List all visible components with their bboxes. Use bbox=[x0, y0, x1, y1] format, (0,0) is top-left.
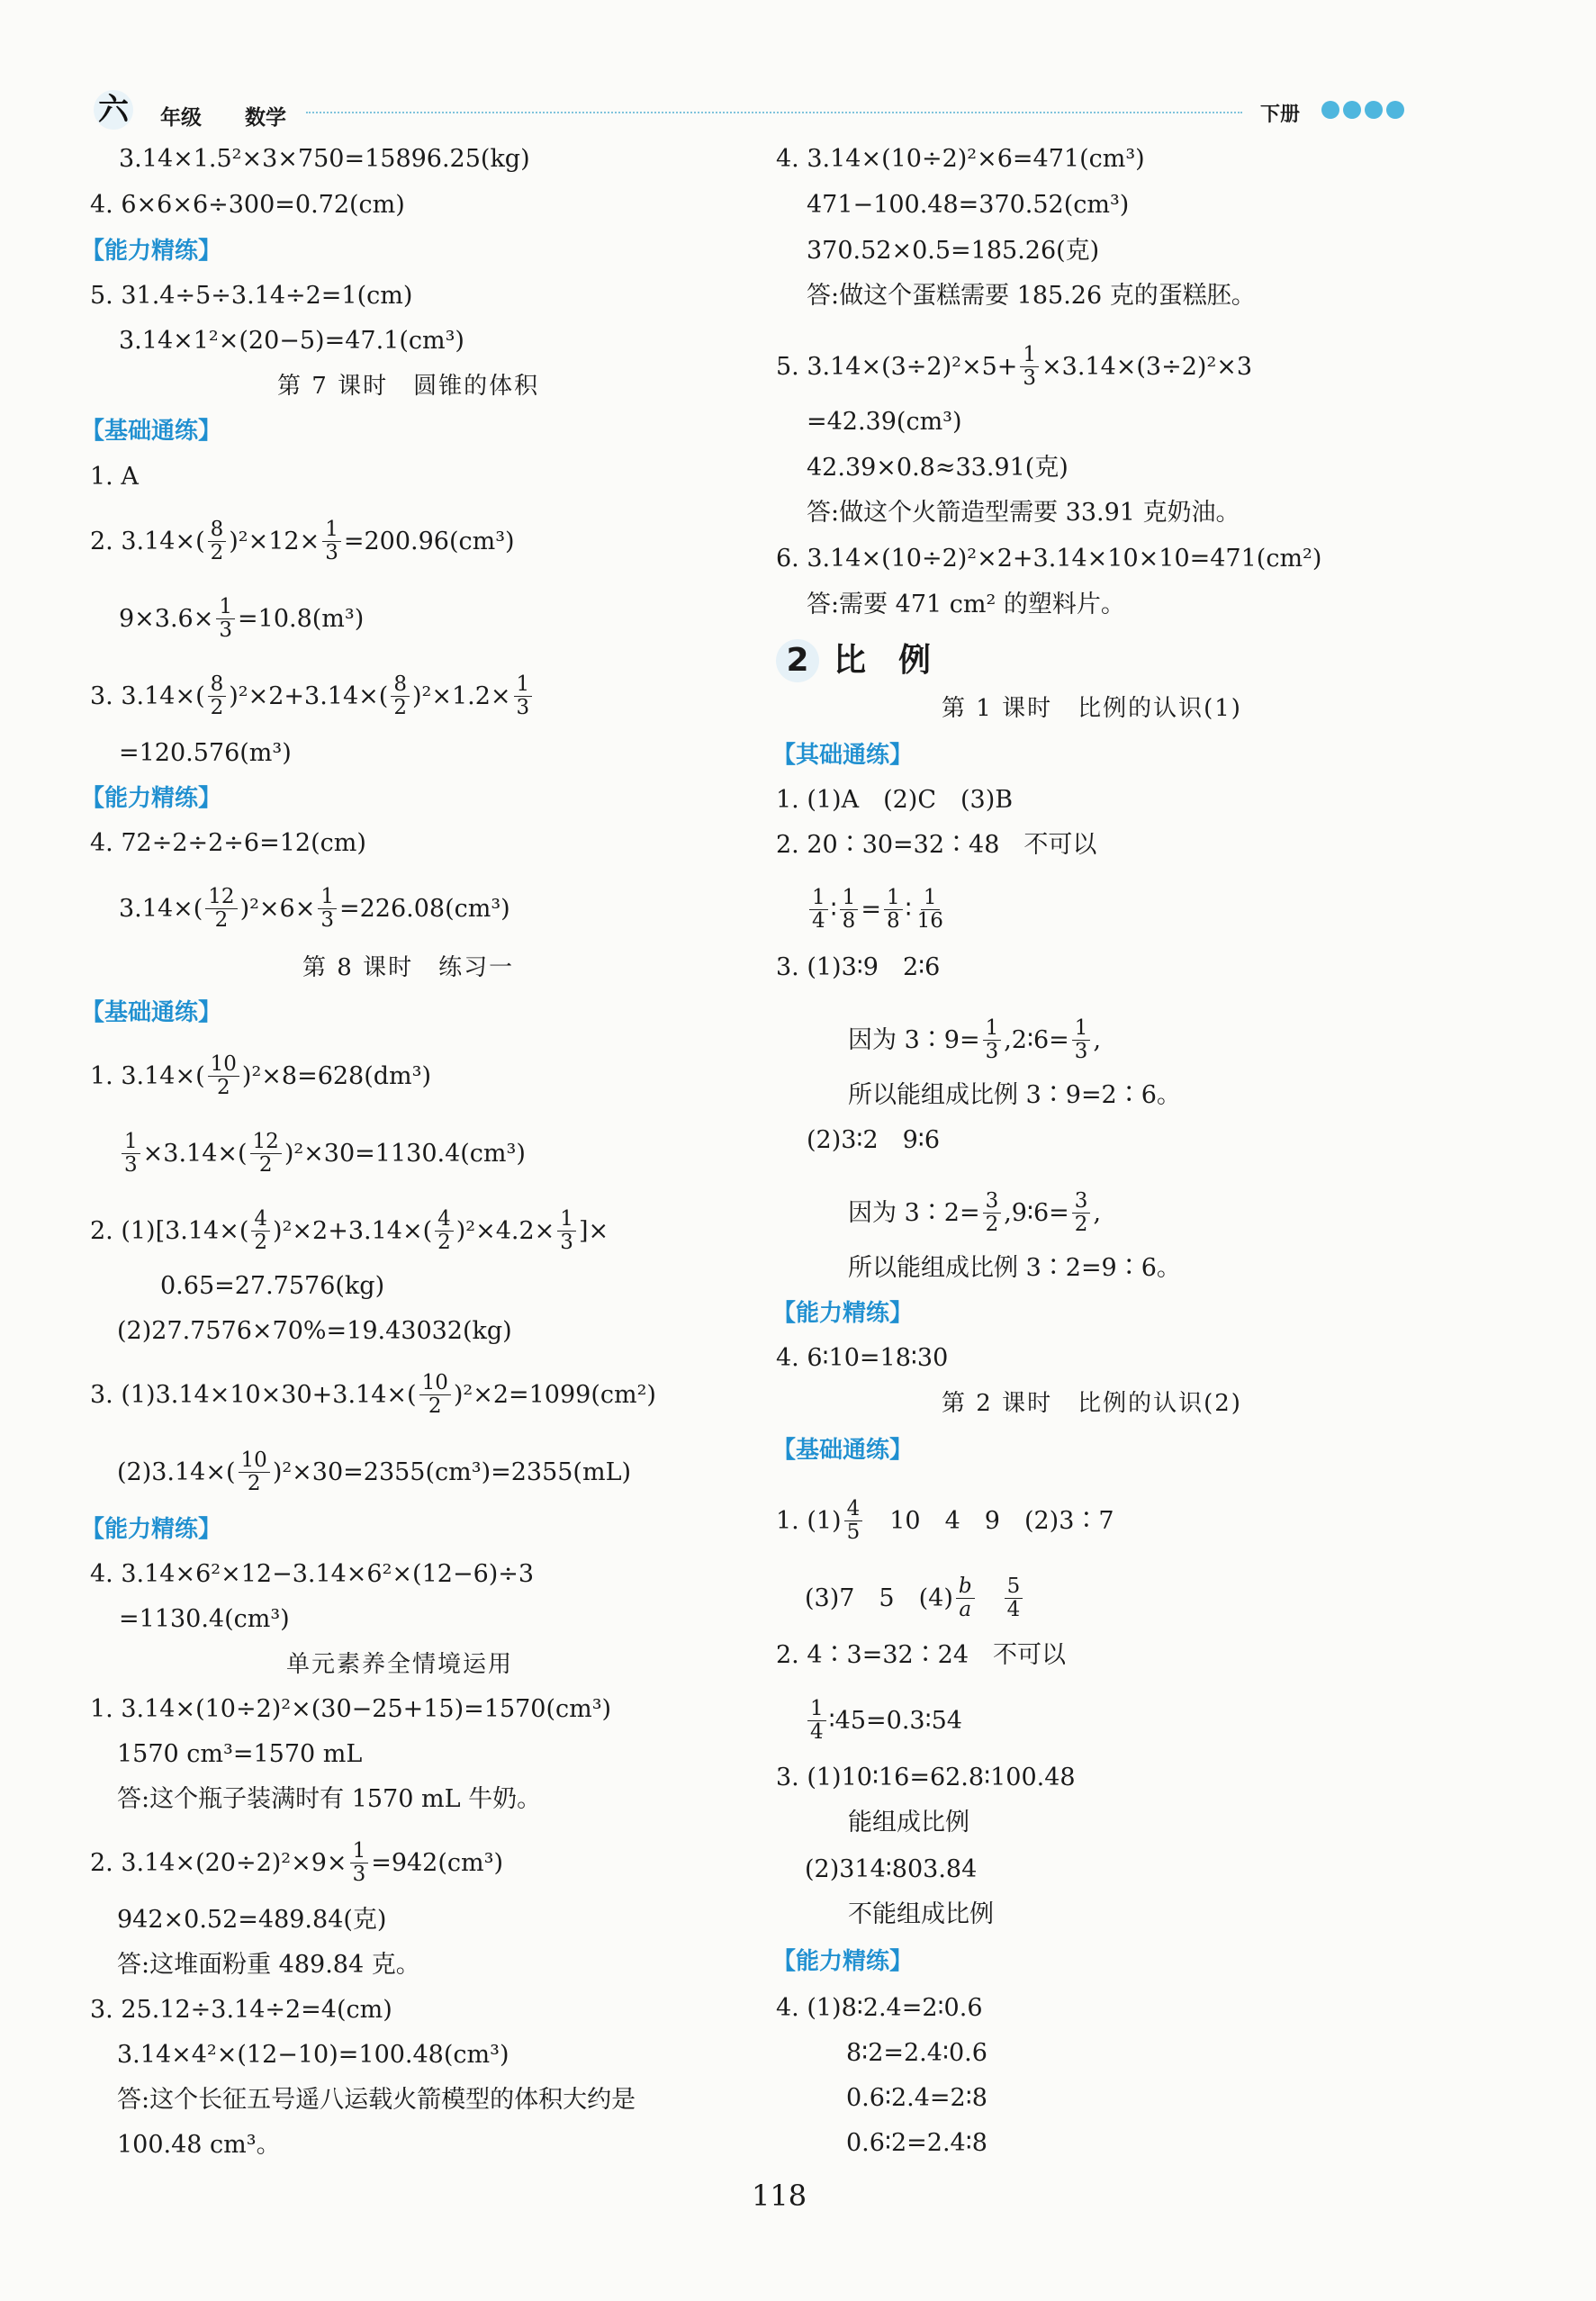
text-line: (2)314∶803.84 bbox=[805, 1855, 978, 1883]
text-line: 4. 6×6×6÷300=0.72(cm) bbox=[90, 191, 405, 219]
header-divider bbox=[306, 112, 1242, 113]
subject-label: 数学 bbox=[245, 106, 286, 130]
text-line: 4. 3.14×6²×12−3.14×6²×(12−6)÷3 bbox=[90, 1560, 535, 1588]
formula-line: 2. 3.14×( $\frac{8}{2}$ )²×12× $\frac{1}{3}$ =200.96(cm³) bbox=[90, 518, 515, 564]
text-line: 不能组成比例 bbox=[848, 1900, 994, 1928]
text-line: 所以能组成比例 3∶2=9∶6。 bbox=[848, 1254, 1181, 1282]
text-line: 1. 3.14×(10÷2)²×(30−25+15)=1570(cm³) bbox=[90, 1695, 612, 1723]
fraction: $\frac{3}{2}$ bbox=[1072, 1190, 1091, 1236]
fraction: $\frac{1}{3}$ bbox=[983, 1017, 1002, 1063]
fraction: $\frac{1}{3}$ bbox=[1072, 1017, 1091, 1063]
text-line: =42.39(cm³) bbox=[807, 408, 962, 436]
text-line: 2. 20∶30=32∶48 不可以 bbox=[776, 831, 1097, 859]
fraction: $\frac{4}{2}$ bbox=[251, 1208, 270, 1254]
text-line: 5. 31.4÷5÷3.14÷2=1(cm) bbox=[90, 282, 413, 310]
answer-line: 答:这堆面粉重 489.84 克。 bbox=[117, 1951, 420, 1979]
formula-line: 2. (1)[3.14×( $\frac{4}{2}$ )²×2+3.14×( $\frac{4}{2}$ )²×4.2× $\frac{1}{3}$ ]× bbox=[90, 1207, 609, 1254]
text-line: (2)3∶2 9∶6 bbox=[807, 1126, 941, 1154]
formula-line: 1. (1) $\frac{4}{5}$ 10 4 9 (2)3∶7 bbox=[776, 1497, 1114, 1544]
formula-line: 9×3.6× $\frac{1}{3}$ =10.8(m³) bbox=[119, 595, 365, 642]
section-heading: 【基础通练】 bbox=[772, 1437, 914, 1464]
fraction: $\frac{1}{3}$ bbox=[216, 596, 235, 642]
text-line: 471−100.48=370.52(cm³) bbox=[807, 191, 1130, 219]
fraction: $\frac{1}{3}$ bbox=[318, 886, 337, 932]
formula-line: 3.14×( $\frac{12}{2}$ )²×6× $\frac{1}{3}$ =226.08(cm³) bbox=[119, 885, 510, 932]
formula-line: $\frac{1}{4}$ ∶ $\frac{1}{8}$ = $\frac{1}{8}$ ∶ $\frac{1}{16}$ bbox=[807, 887, 949, 933]
text-line: 3.14×4²×(12−10)=100.48(cm³) bbox=[117, 2041, 509, 2069]
grade-label: 年级 bbox=[160, 106, 202, 130]
text-line: =1130.4(cm³) bbox=[119, 1605, 290, 1633]
fraction: $\frac{10}{2}$ bbox=[208, 1053, 239, 1099]
text-line: 0.65=27.7576(kg) bbox=[160, 1272, 385, 1300]
formula-line: 2. 3.14×(20÷2)²×9× $\frac{1}{3}$ =942(cm³) bbox=[90, 1839, 503, 1886]
text-line: 2. 4∶3=32∶24 不可以 bbox=[776, 1641, 1067, 1669]
fraction: $\frac{10}{2}$ bbox=[239, 1449, 270, 1495]
text-line: 4. (1)8∶2.4=2∶0.6 bbox=[776, 1994, 983, 2022]
section-heading: 【能力精练】 bbox=[81, 238, 222, 265]
fraction: $\frac{3}{2}$ bbox=[983, 1190, 1002, 1236]
fraction: $\frac{1}{3}$ bbox=[514, 673, 533, 719]
answer-line: 答:这个长征五号遥八运载火箭模型的体积大约是 bbox=[117, 2086, 636, 2114]
section-heading: 【基础通练】 bbox=[81, 999, 222, 1026]
lesson-title: 第 7 课时 圆锥的体积 bbox=[277, 373, 540, 400]
page-header bbox=[0, 0, 1596, 144]
fraction: $\frac{10}{2}$ bbox=[419, 1372, 451, 1418]
section-heading: 【基础通练】 bbox=[81, 418, 222, 445]
formula-line: $\frac{1}{3}$ ×3.14×( $\frac{12}{2}$ )²×30=1130.4(cm³) bbox=[119, 1131, 526, 1177]
text-line: 6. 3.14×(10÷2)²×2+3.14×10×10=471(cm²) bbox=[776, 545, 1322, 573]
fraction: $\frac{12}{2}$ bbox=[205, 886, 237, 932]
formula-line: 1. 3.14×( $\frac{10}{2}$ )²×8=628(dm³) bbox=[90, 1052, 431, 1099]
fraction: $\frac{1}{16}$ bbox=[916, 886, 943, 933]
text-line: 3. 25.12÷3.14÷2=4(cm) bbox=[90, 1996, 392, 2024]
fraction: $\frac{4}{5}$ bbox=[844, 1498, 863, 1544]
text-line: 所以能组成比例 3∶9=2∶6。 bbox=[848, 1081, 1181, 1109]
fraction: $\frac{b}{a}$ bbox=[956, 1575, 975, 1621]
text-line: 100.48 cm³。 bbox=[117, 2131, 281, 2159]
fraction: $\frac{1}{3}$ bbox=[350, 1840, 369, 1886]
fraction: $\frac{1}{4}$ bbox=[809, 887, 828, 933]
section-heading: 【其础通练】 bbox=[772, 742, 914, 769]
section-heading: 【能力精练】 bbox=[772, 1300, 914, 1327]
text-line: 4. 72÷2÷2÷6=12(cm) bbox=[90, 829, 366, 857]
formula-line: 5. 3.14×(3÷2)²×5+ $\frac{1}{3}$ ×3.14×(3÷2)²×3 bbox=[776, 343, 1253, 390]
fraction: $\frac{1}{3}$ bbox=[122, 1131, 140, 1177]
answer-line: 答:这个瓶子装满时有 1570 mL 牛奶。 bbox=[117, 1785, 542, 1813]
text-line: =120.576(m³) bbox=[119, 739, 292, 767]
formula-line: 3. (1)3.14×10×30+3.14×( $\frac{10}{2}$ )²×2=1099(cm²) bbox=[90, 1371, 656, 1418]
grade-badge: 六 bbox=[94, 90, 133, 130]
section-heading: 【能力精练】 bbox=[772, 1948, 914, 1975]
text-line: (2)27.7576×70%=19.43032(kg) bbox=[117, 1317, 512, 1345]
text-line: 0.6∶2.4=2∶8 bbox=[846, 2084, 987, 2112]
text-line: 3. (1)3∶9 2∶6 bbox=[776, 953, 941, 981]
formula-line: (2)3.14×( $\frac{10}{2}$ )²×30=2355(cm³)=2355(mL) bbox=[117, 1448, 632, 1495]
text-line: 370.52×0.5=185.26(克) bbox=[807, 237, 1100, 265]
text-line: 8∶2=2.4∶0.6 bbox=[846, 2039, 987, 2067]
fraction: $\frac{8}{2}$ bbox=[208, 519, 227, 564]
section-heading: 【能力精练】 bbox=[81, 1516, 222, 1543]
answer-line: 答:做这个火箭造型需要 33.91 克奶油。 bbox=[807, 499, 1240, 527]
formula-line: 因为 3∶2= $\frac{3}{2}$ ,9∶6= $\frac{3}{2}$ , bbox=[848, 1189, 1102, 1236]
fraction: $\frac{1}{8}$ bbox=[840, 887, 859, 933]
fraction: $\frac{12}{2}$ bbox=[250, 1131, 282, 1177]
text-line: 1. (1)A (2)C (3)B bbox=[776, 786, 1014, 814]
page-number: 118 bbox=[752, 2179, 807, 2213]
unit-title: 单元素养全情境运用 bbox=[286, 1651, 514, 1678]
formula-line: (3)7 5 (4) $\frac{b}{a}$ $\frac{5}{4}$ bbox=[805, 1575, 1025, 1621]
formula-line: 因为 3∶9= $\frac{1}{3}$ ,2∶6= $\frac{1}{3}$ , bbox=[848, 1016, 1102, 1063]
fraction: $\frac{1}{3}$ bbox=[322, 519, 341, 564]
formula-line: 3. 3.14×( $\frac{8}{2}$ )²×2+3.14×( $\frac{8}{2}$ )²×1.2× $\frac{1}{3}$ bbox=[90, 673, 535, 719]
fraction: $\frac{4}{2}$ bbox=[435, 1208, 454, 1254]
fraction: $\frac{1}{3}$ bbox=[1020, 344, 1039, 390]
text-line: 3.14×1.5²×3×750=15896.25(kg) bbox=[119, 145, 530, 173]
text-line: 3. (1)10∶16=62.8∶100.48 bbox=[776, 1764, 1076, 1791]
fraction: $\frac{1}{8}$ bbox=[884, 887, 903, 933]
text-line: 1570 cm³=1570 mL bbox=[117, 1740, 363, 1768]
fraction: $\frac{1}{4}$ bbox=[807, 1698, 826, 1744]
text-line: 42.39×0.8≈33.91(克) bbox=[807, 454, 1069, 482]
decorative-dots-icon bbox=[1321, 101, 1404, 119]
fraction: $\frac{1}{3}$ bbox=[557, 1208, 576, 1254]
text-line: 942×0.52=489.84(克) bbox=[117, 1906, 387, 1934]
lesson-title: 第 8 课时 练习一 bbox=[302, 954, 515, 981]
answer-line: 答:做这个蛋糕需要 185.26 克的蛋糕胚。 bbox=[807, 282, 1256, 310]
text-line: 0.6∶2=2.4∶8 bbox=[846, 2129, 987, 2157]
section-heading: 【能力精练】 bbox=[81, 785, 222, 812]
text-line: 4. 6∶10=18∶30 bbox=[776, 1344, 949, 1372]
answer-line: 答:需要 471 cm² 的塑料片。 bbox=[807, 591, 1125, 618]
formula-line: $\frac{1}{4}$ ∶45=0.3∶54 bbox=[805, 1698, 962, 1744]
chapter-heading bbox=[776, 637, 931, 684]
text-line: 4. 3.14×(10÷2)²×6=471(cm³) bbox=[776, 145, 1145, 173]
lesson-title: 第 1 课时 比例的认识(1) bbox=[942, 695, 1242, 722]
text-line: 能组成比例 bbox=[848, 1809, 969, 1836]
lesson-title: 第 2 课时 比例的认识(2) bbox=[942, 1390, 1242, 1417]
text-line: 3.14×1²×(20−5)=47.1(cm³) bbox=[119, 327, 464, 355]
chapter-number: 2 bbox=[776, 639, 819, 682]
fraction: $\frac{8}{2}$ bbox=[391, 673, 410, 719]
fraction: $\frac{8}{2}$ bbox=[208, 673, 227, 719]
volume-label: 下册 bbox=[1260, 104, 1301, 126]
chapter-title: 比 例 bbox=[834, 642, 932, 679]
fraction: $\frac{5}{4}$ bbox=[1005, 1575, 1023, 1621]
text-line: 1. A bbox=[90, 463, 139, 491]
